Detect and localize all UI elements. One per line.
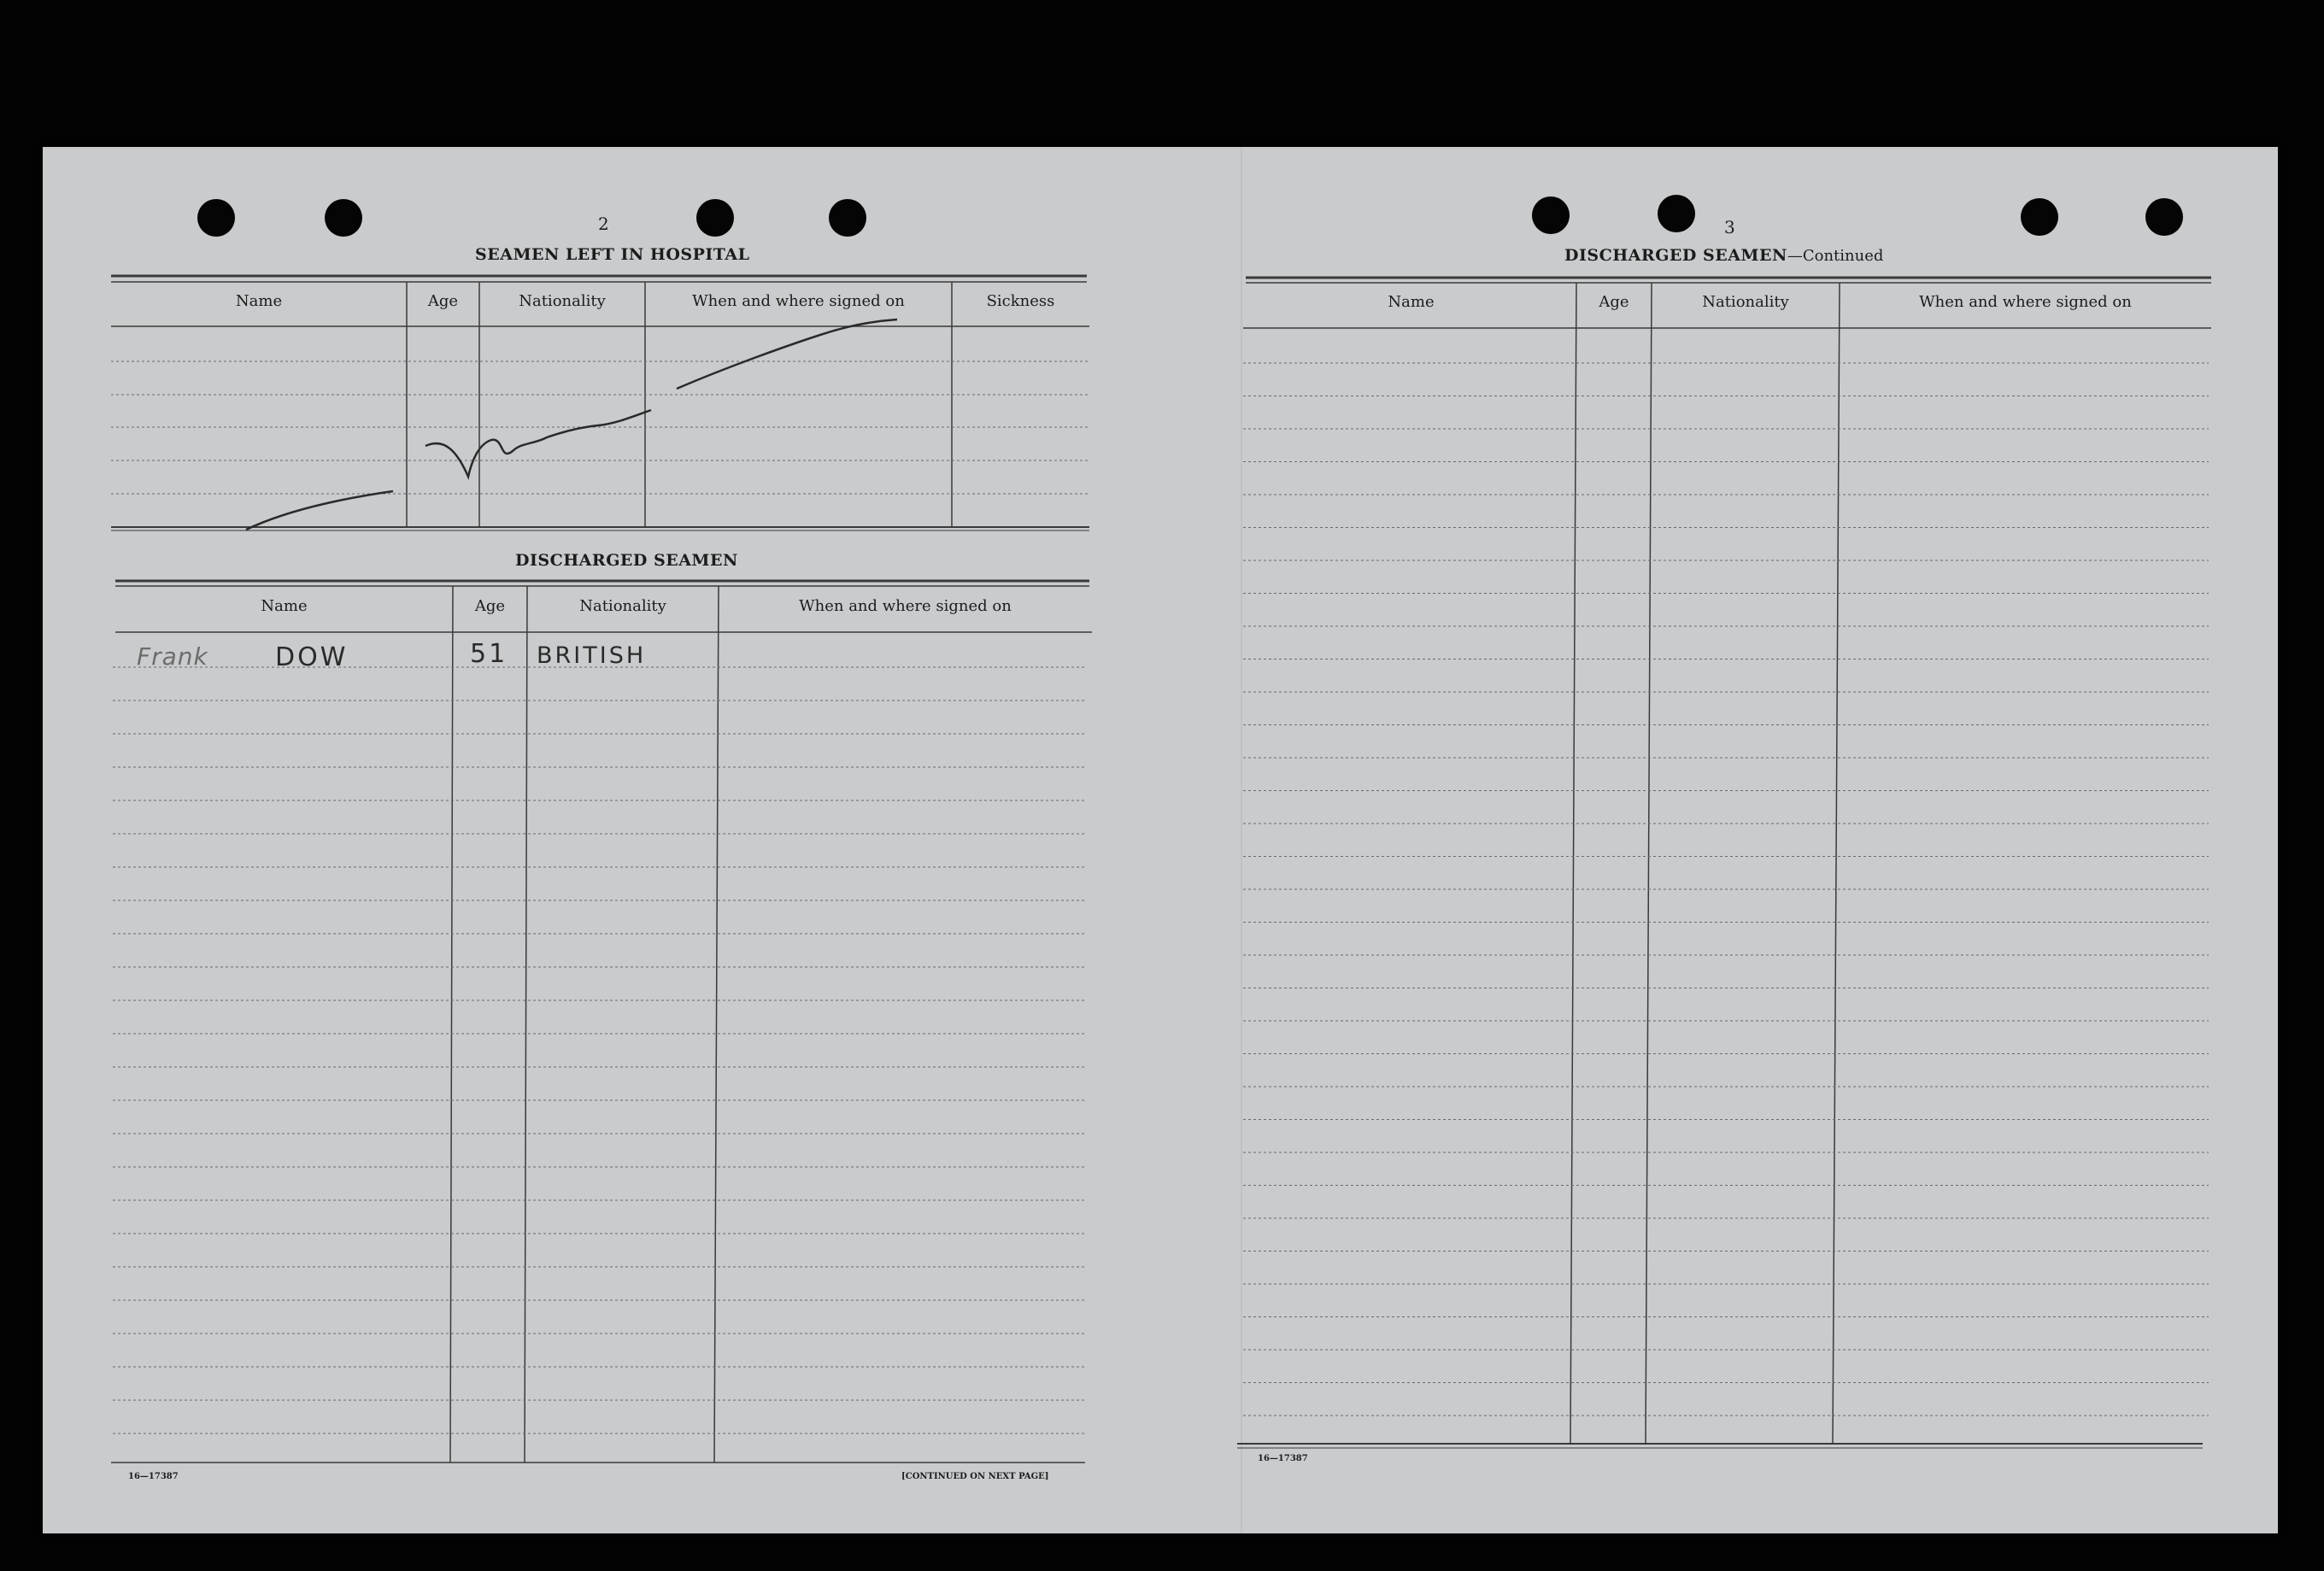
continued-note: [CONTINUED ON NEXT PAGE]	[901, 1472, 1049, 1481]
discharged-col-nationality: Nationality	[579, 597, 666, 615]
discharged-col-name: Name	[261, 597, 308, 615]
hospital-col-signed-on: When and where signed on	[692, 292, 905, 310]
right-col-nationality: Nationality	[1702, 293, 1789, 311]
right-title-suffix: —Continued	[1787, 247, 1884, 265]
right-title-text: DISCHARGED SEAMEN	[1564, 246, 1787, 265]
discharged-col-age: Age	[474, 597, 506, 615]
entry-surname: DOW	[275, 642, 349, 672]
hospital-col-age: Age	[427, 292, 459, 310]
handwritten-none-mark	[246, 319, 897, 530]
form-number-right: 16—17387	[1258, 1454, 1308, 1463]
entry-age: 51	[470, 639, 508, 669]
page-number-right: 3	[1724, 217, 1735, 237]
discharged-section-title: DISCHARGED SEAMEN	[515, 551, 738, 570]
right-col-name: Name	[1388, 293, 1435, 311]
discharged-col-signed-on: When and where signed on	[799, 597, 1012, 615]
form-number-left: 16—17387	[128, 1472, 179, 1481]
hospital-col-sickness: Sickness	[986, 292, 1055, 310]
page-number-left: 2	[598, 214, 609, 234]
right-col-signed-on: When and where signed on	[1919, 293, 2132, 311]
right-section-title	[1564, 246, 1883, 265]
hospital-section-title: SEAMEN LEFT IN HOSPITAL	[475, 245, 750, 264]
entry-first-name: Frank	[137, 642, 208, 671]
entry-nationality: BRITISH	[537, 642, 647, 669]
hospital-col-name: Name	[235, 292, 283, 310]
hospital-col-nationality: Nationality	[519, 292, 606, 310]
right-col-age: Age	[1599, 293, 1629, 311]
